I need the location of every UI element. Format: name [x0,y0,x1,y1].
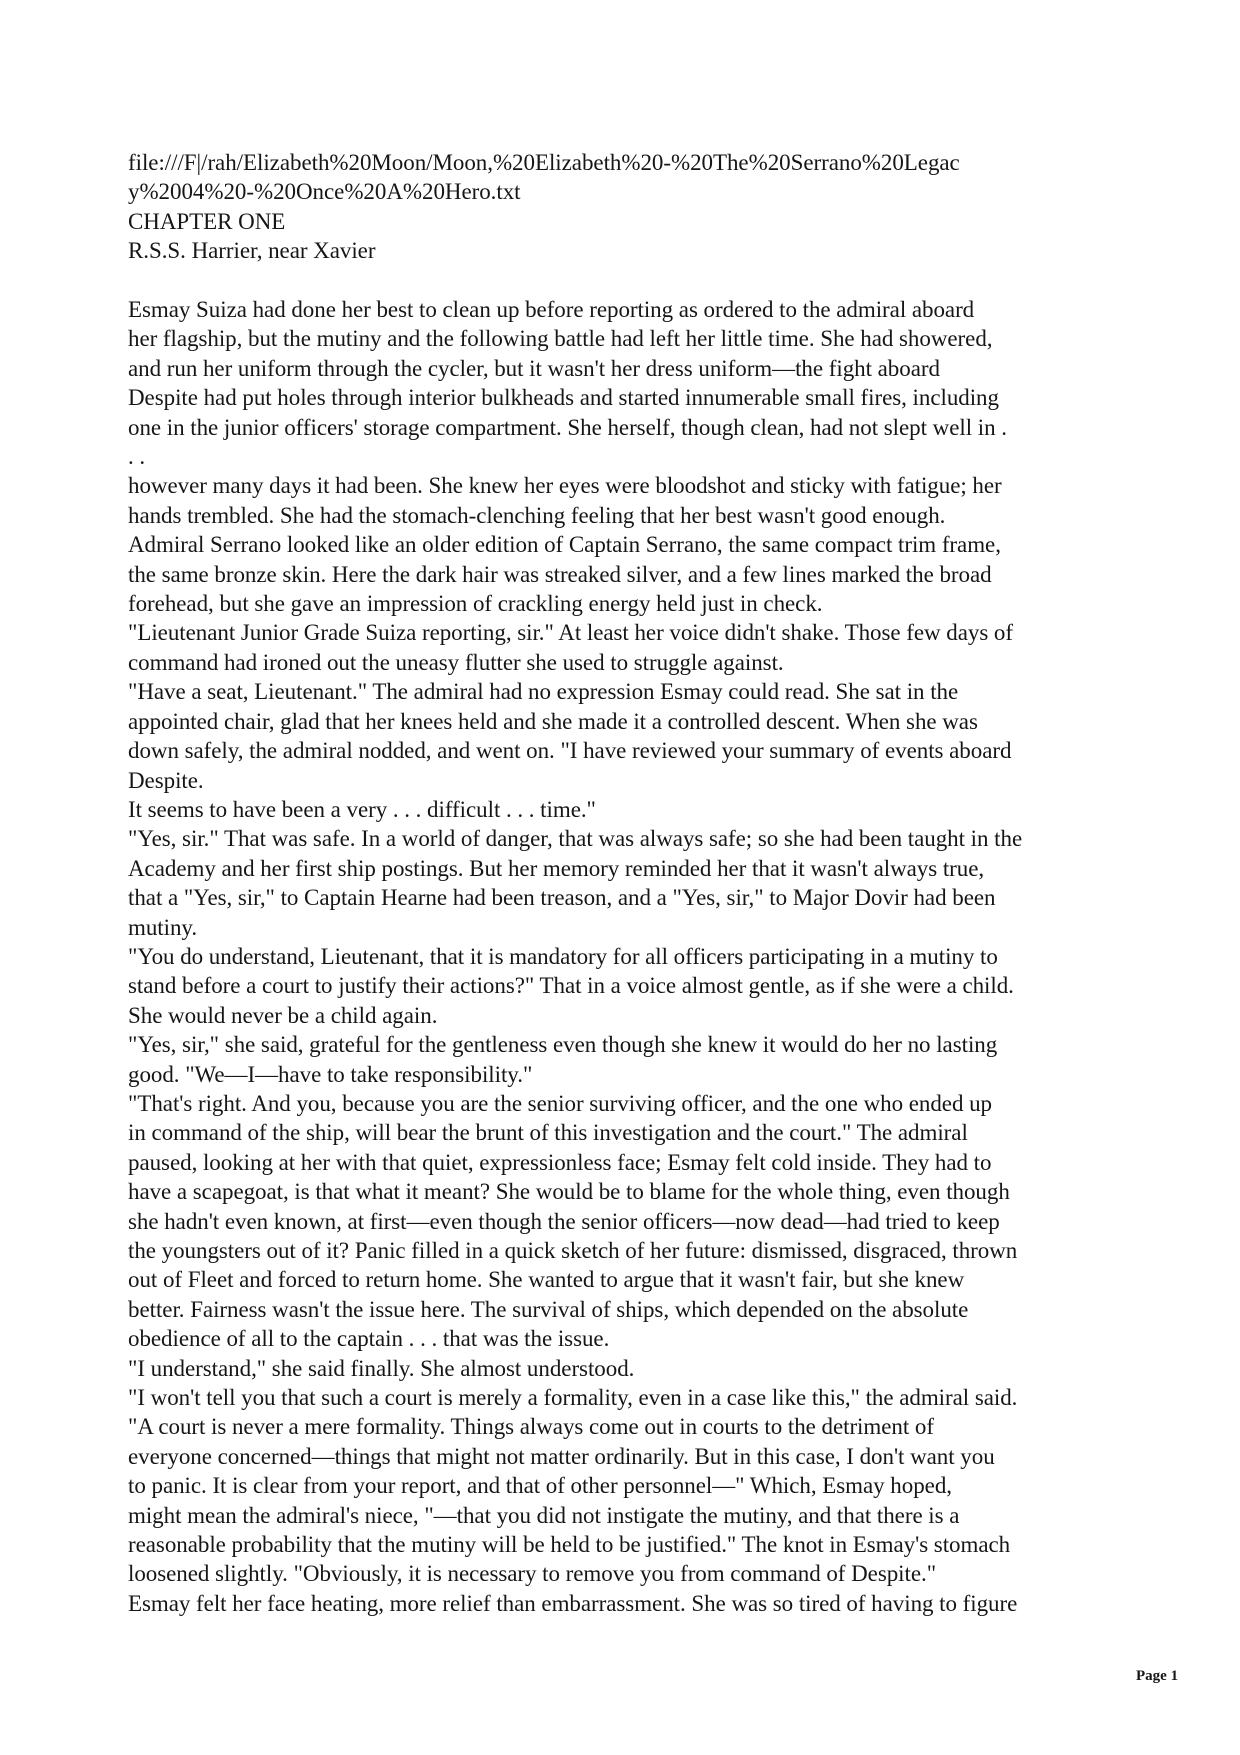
text-line: might mean the admiral's niece, "—that you did not instigate the mutiny, and that there is a [128,1502,960,1528]
text-line: "Yes, sir," she said, grateful for the gentleness even though she knew it would do her no lasting [128,1032,998,1058]
text-line: It seems to have been a very . . . difficult . . . time." [128,796,596,822]
text-line: Despite. [128,767,204,793]
text-line: to panic. It is clear from your report, and that of other personnel—" Which, Esmay hoped, [128,1473,952,1499]
text-line: the youngsters out of it? Panic filled in a quick sketch of her future: dismissed, disgraced, thrown [128,1238,1018,1264]
text-line: Despite had put holes through interior bulkheads and started innumerable small fires, including [128,385,999,411]
page-number: Page 1 [1136,1668,1179,1684]
text-line: however many days it had been. She knew her eyes were bloodshot and sticky with fatigue; her [128,473,1002,499]
text-line: Esmay felt her face heating, more relief than embarrassment. She was so tired of having to figure [128,1590,1018,1616]
text-line: and run her uniform through the cycler, but it wasn't her dress uniform—the fight aboard [128,355,940,381]
text-line: Admiral Serrano looked like an older edition of Captain Serrano, the same compact trim frame, [128,532,1001,558]
text-line: "Have a seat, Lieutenant." The admiral had no expression Esmay could read. She sat in the [128,679,959,705]
text-line: she hadn't even known, at first—even though the senior officers—now dead—had tried to keep [128,1208,1000,1234]
text-line: obedience of all to the captain . . . that was the issue. [128,1326,610,1352]
document-text [128,148,1118,1618]
text-line: in command of the ship, will bear the brunt of this investigation and the court." The admiral [128,1120,968,1146]
header-line: y%2004%20-%20Once%20A%20Hero.txt [128,179,521,205]
text-line: "I understand," she said finally. She almost understood. [128,1355,635,1381]
text-line: better. Fairness wasn't the issue here. The survival of ships, which depended on the absolute [128,1296,969,1322]
text-line: hands trembled. She had the stomach-clenching feeling that her best wasn't good enough. [128,502,946,528]
text-line: have a scapegoat, is that what it meant? She would be to blame for the whole thing, even though [128,1179,1010,1205]
text-line: out of Fleet and forced to return home. She wanted to argue that it wasn't fair, but she knew [128,1267,965,1293]
text-line: "I won't tell you that such a court is merely a formality, even in a case like this," the admiral said. [128,1385,1018,1411]
text-line: "A court is never a mere formality. Things always come out in courts to the detriment of [128,1414,934,1440]
text-line: the same bronze skin. Here the dark hair was streaked silver, and a few lines marked the broad [128,561,992,587]
header-line: file:///F|/rah/Elizabeth%20Moon/Moon,%20Elizabeth%20-%20The%20Serrano%20Legac [128,150,960,175]
text-line: Esmay Suiza had done her best to clean up before reporting as ordered to the admiral aboard [128,297,975,323]
text-line: mutiny. [128,914,198,940]
paragraph-break [128,266,1118,295]
text-line: everyone concerned—things that might not matter ordinarily. But in this case, I don't want you [128,1443,995,1469]
text-line: forehead, but she gave an impression of crackling energy held just in check. [128,591,823,617]
text-line: "Lieutenant Junior Grade Suiza reporting, sir." At least her voice didn't shake. Those few days of [128,620,1013,646]
text-line: one in the junior officers' storage compartment. She herself, though clean, had not slept well in . [128,414,1007,440]
text-line: "Yes, sir." That was safe. In a world of danger, that was always safe; so she had been taught in the [128,826,1023,852]
text-line: that a "Yes, sir," to Captain Hearne had been treason, and a "Yes, sir," to Major Dovir had been [128,885,996,911]
document-body [128,295,1118,1618]
text-line: good. "We—I—have to take responsibility." [128,1061,533,1087]
text-line: command had ironed out the uneasy flutter she used to struggle against. [128,649,784,675]
text-line: "That's right. And you, because you are the senior surviving officer, and the one who ended up [128,1090,993,1116]
text-line: loosened slightly. "Obviously, it is necessary to remove you from command of Despite." [128,1561,937,1587]
text-line: paused, looking at her with that quiet, expressionless face; Esmay felt cold inside. They had to [128,1149,992,1175]
text-line: down safely, the admiral nodded, and went on. "I have reviewed your summary of events aboard [128,738,1012,764]
text-line: appointed chair, glad that her knees held and she made it a controlled descent. When she was [128,708,978,734]
text-line: . . [128,444,146,470]
text-line: stand before a court to justify their actions?" That in a voice almost gentle, as if she were a child. [128,973,1014,999]
text-line: "You do understand, Lieutenant, that it is mandatory for all officers participating in a mutiny to [128,943,998,969]
text-line: Academy and her first ship postings. But her memory reminded her that it wasn't always true, [128,855,985,881]
text-line: She would never be a child again. [128,1002,438,1028]
text-line: her flagship, but the mutiny and the following battle had left her little time. She had showered, [128,326,993,352]
header-line: R.S.S. Harrier, near Xavier [128,238,376,264]
header-line: CHAPTER ONE [128,208,286,234]
text-line: reasonable probability that the mutiny will be held to be justified." The knot in Esmay's stomach [128,1532,1011,1558]
document-header [128,148,1118,266]
